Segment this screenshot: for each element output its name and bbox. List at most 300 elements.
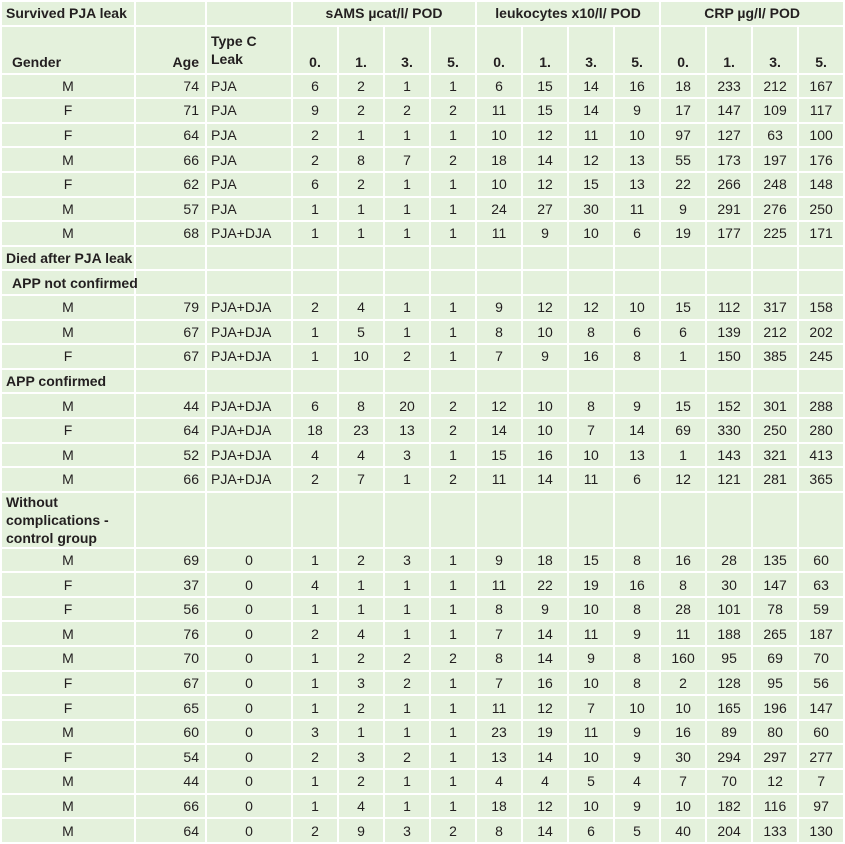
value-cell: 8 <box>477 819 521 842</box>
value-cell: 14 <box>523 468 567 491</box>
age-cell: 76 <box>136 622 205 645</box>
value-cell: 1 <box>293 198 337 221</box>
value-cell: 13 <box>615 173 659 196</box>
table-row <box>2 419 843 442</box>
value-cell: 11 <box>569 622 613 645</box>
gender-cell: F <box>2 598 134 621</box>
value-cell: 3 <box>385 444 429 467</box>
value-cell: 6 <box>293 173 337 196</box>
value-cell: 197 <box>753 148 797 171</box>
leak-cell: 0 <box>207 819 291 842</box>
value-cell: 147 <box>753 573 797 596</box>
gender-cell: M <box>2 549 134 572</box>
leak-cell: PJA+DJA <box>207 296 291 319</box>
value-cell: 2 <box>339 696 383 719</box>
value-cell: 28 <box>661 598 705 621</box>
value-cell: 1 <box>293 321 337 344</box>
value-cell: 1 <box>385 321 429 344</box>
gender-cell: M <box>2 721 134 744</box>
age-cell: 65 <box>136 696 205 719</box>
table-row <box>2 819 843 842</box>
value-cell: 13 <box>385 419 429 442</box>
value-cell: 9 <box>615 99 659 122</box>
value-cell: 1 <box>431 173 475 196</box>
value-cell: 2 <box>339 173 383 196</box>
value-cell: 1 <box>293 770 337 793</box>
value-cell: 2 <box>339 647 383 670</box>
gender-cell: F <box>2 345 134 368</box>
table-row <box>2 598 843 621</box>
value-cell: 1 <box>385 75 429 98</box>
survived-title: Survived PJA leak <box>2 2 134 25</box>
value-cell: 2 <box>339 549 383 572</box>
value-cell: 1 <box>661 345 705 368</box>
value-cell: 6 <box>615 222 659 245</box>
value-cell: 248 <box>753 173 797 196</box>
value-cell: 1 <box>385 173 429 196</box>
value-cell: 148 <box>799 173 843 196</box>
gender-cell: M <box>2 198 134 221</box>
value-cell: 277 <box>799 745 843 768</box>
value-cell: 2 <box>293 296 337 319</box>
value-cell: 1 <box>293 696 337 719</box>
value-cell: 413 <box>799 444 843 467</box>
value-cell: 9 <box>339 819 383 842</box>
value-cell: 2 <box>431 99 475 122</box>
gender-cell: M <box>2 647 134 670</box>
table-row <box>2 296 843 319</box>
age-cell: 62 <box>136 173 205 196</box>
table-row <box>2 647 843 670</box>
age-cell: 64 <box>136 819 205 842</box>
value-cell: 12 <box>569 148 613 171</box>
value-cell: 8 <box>477 647 521 670</box>
table-row <box>2 549 843 572</box>
value-cell: 69 <box>753 647 797 670</box>
value-cell: 133 <box>753 819 797 842</box>
value-cell: 1 <box>385 770 429 793</box>
table-row <box>2 124 843 147</box>
value-cell: 2 <box>293 819 337 842</box>
table-row <box>2 696 843 719</box>
value-cell: 4 <box>523 770 567 793</box>
value-cell: 7 <box>661 770 705 793</box>
age-cell: 71 <box>136 99 205 122</box>
value-cell: 2 <box>339 75 383 98</box>
table-row <box>2 770 843 793</box>
value-cell: 5 <box>339 321 383 344</box>
value-cell: 14 <box>523 622 567 645</box>
value-cell: 2 <box>293 622 337 645</box>
value-cell: 7 <box>569 419 613 442</box>
table-row <box>2 321 843 344</box>
value-cell: 250 <box>753 419 797 442</box>
value-cell: 14 <box>569 99 613 122</box>
value-cell: 11 <box>569 124 613 147</box>
value-cell: 11 <box>569 468 613 491</box>
value-cell: 130 <box>799 819 843 842</box>
age-cell: 54 <box>136 745 205 768</box>
gender-cell: F <box>2 696 134 719</box>
table-row <box>2 795 843 818</box>
value-cell: 147 <box>707 99 751 122</box>
value-cell: 202 <box>799 321 843 344</box>
value-cell: 6 <box>477 75 521 98</box>
value-cell: 6 <box>293 75 337 98</box>
leak-cell: 0 <box>207 770 291 793</box>
value-cell: 12 <box>569 296 613 319</box>
value-cell: 2 <box>385 345 429 368</box>
age-cell: 66 <box>136 148 205 171</box>
type-c-leak-header: Type C Leak <box>207 27 291 73</box>
value-cell: 250 <box>799 198 843 221</box>
value-cell: 60 <box>799 549 843 572</box>
value-cell: 9 <box>615 622 659 645</box>
value-cell: 233 <box>707 75 751 98</box>
value-cell: 11 <box>569 721 613 744</box>
value-cell: 16 <box>615 75 659 98</box>
value-cell: 1 <box>431 598 475 621</box>
value-cell: 2 <box>385 99 429 122</box>
value-cell: 63 <box>799 573 843 596</box>
value-cell: 14 <box>569 75 613 98</box>
value-cell: 276 <box>753 198 797 221</box>
value-cell: 1 <box>385 573 429 596</box>
value-cell: 15 <box>477 444 521 467</box>
value-cell: 1 <box>431 672 475 695</box>
value-cell: 16 <box>569 345 613 368</box>
value-cell: 1 <box>339 598 383 621</box>
value-cell: 27 <box>523 198 567 221</box>
value-cell: 19 <box>569 573 613 596</box>
age-cell: 60 <box>136 721 205 744</box>
value-cell: 171 <box>799 222 843 245</box>
value-cell: 2 <box>385 672 429 695</box>
value-cell: 70 <box>799 647 843 670</box>
leak-cell: 0 <box>207 573 291 596</box>
value-cell: 2 <box>431 468 475 491</box>
value-cell: 13 <box>477 745 521 768</box>
value-cell: 80 <box>753 721 797 744</box>
value-cell: 1 <box>385 721 429 744</box>
value-cell: 1 <box>293 598 337 621</box>
value-cell: 6 <box>293 394 337 417</box>
value-cell: 100 <box>799 124 843 147</box>
age-cell: 74 <box>136 75 205 98</box>
value-cell: 9 <box>477 549 521 572</box>
value-cell: 2 <box>385 647 429 670</box>
value-cell: 10 <box>615 296 659 319</box>
value-cell: 89 <box>707 721 751 744</box>
gender-cell: F <box>2 745 134 768</box>
value-cell: 20 <box>385 394 429 417</box>
value-cell: 12 <box>523 173 567 196</box>
value-cell: 78 <box>753 598 797 621</box>
value-cell: 158 <box>799 296 843 319</box>
value-cell: 14 <box>477 419 521 442</box>
gender-cell: M <box>2 296 134 319</box>
value-cell: 139 <box>707 321 751 344</box>
section-title: APP not confirmed <box>2 271 134 294</box>
value-cell: 2 <box>431 819 475 842</box>
pod-header: 1. <box>707 27 751 73</box>
value-cell: 10 <box>339 345 383 368</box>
leak-cell: PJA+DJA <box>207 345 291 368</box>
value-cell: 8 <box>615 549 659 572</box>
value-cell: 12 <box>523 296 567 319</box>
value-cell: 2 <box>431 148 475 171</box>
value-cell: 97 <box>661 124 705 147</box>
value-cell: 10 <box>615 124 659 147</box>
value-cell: 1 <box>431 696 475 719</box>
value-cell: 10 <box>523 321 567 344</box>
value-cell: 9 <box>615 795 659 818</box>
value-cell: 127 <box>707 124 751 147</box>
value-cell: 8 <box>615 345 659 368</box>
value-cell: 294 <box>707 745 751 768</box>
value-cell: 1 <box>385 598 429 621</box>
value-cell: 8 <box>615 672 659 695</box>
value-cell: 15 <box>523 99 567 122</box>
value-cell: 12 <box>523 124 567 147</box>
value-cell: 16 <box>523 444 567 467</box>
gender-cell: M <box>2 795 134 818</box>
pod-header: 5. <box>615 27 659 73</box>
value-cell: 2 <box>339 770 383 793</box>
leukocytes-group-header: leukocytes x10/l/ POD <box>477 2 659 25</box>
value-cell: 14 <box>615 419 659 442</box>
value-cell: 11 <box>615 198 659 221</box>
age-cell: 68 <box>136 222 205 245</box>
value-cell: 30 <box>661 745 705 768</box>
table-row <box>2 444 843 467</box>
value-cell: 7 <box>569 696 613 719</box>
value-cell: 9 <box>661 198 705 221</box>
value-cell: 4 <box>293 573 337 596</box>
value-cell: 297 <box>753 745 797 768</box>
leak-cell: 0 <box>207 745 291 768</box>
value-cell: 8 <box>615 598 659 621</box>
value-cell: 1 <box>385 296 429 319</box>
value-cell: 23 <box>339 419 383 442</box>
value-cell: 7 <box>339 468 383 491</box>
pod-header: 5. <box>431 27 475 73</box>
section-title: Died after PJA leak <box>2 247 134 270</box>
gender-cell: M <box>2 148 134 171</box>
value-cell: 16 <box>661 721 705 744</box>
value-cell: 1 <box>661 444 705 467</box>
leak-cell: 0 <box>207 672 291 695</box>
value-cell: 16 <box>523 672 567 695</box>
value-cell: 1 <box>385 222 429 245</box>
value-cell: 6 <box>615 468 659 491</box>
value-cell: 8 <box>569 321 613 344</box>
value-cell: 14 <box>523 647 567 670</box>
value-cell: 30 <box>569 198 613 221</box>
gender-cell: F <box>2 173 134 196</box>
gender-cell: M <box>2 468 134 491</box>
value-cell: 22 <box>523 573 567 596</box>
value-cell: 7 <box>385 148 429 171</box>
value-cell: 1 <box>385 696 429 719</box>
value-cell: 4 <box>339 444 383 467</box>
value-cell: 301 <box>753 394 797 417</box>
age-cell: 66 <box>136 795 205 818</box>
table-row <box>2 745 843 768</box>
value-cell: 7 <box>799 770 843 793</box>
leak-cell: PJA+DJA <box>207 444 291 467</box>
value-cell: 2 <box>293 745 337 768</box>
age-cell: 70 <box>136 647 205 670</box>
age-cell: 56 <box>136 598 205 621</box>
value-cell: 59 <box>799 598 843 621</box>
value-cell: 3 <box>339 745 383 768</box>
section-title: Without complications - control group <box>2 493 134 547</box>
age-cell: 69 <box>136 549 205 572</box>
value-cell: 15 <box>661 296 705 319</box>
age-cell: 37 <box>136 573 205 596</box>
value-cell: 40 <box>661 819 705 842</box>
value-cell: 23 <box>477 721 521 744</box>
value-cell: 9 <box>615 394 659 417</box>
value-cell: 1 <box>339 721 383 744</box>
value-cell: 182 <box>707 795 751 818</box>
value-cell: 1 <box>431 795 475 818</box>
value-cell: 143 <box>707 444 751 467</box>
value-cell: 4 <box>339 296 383 319</box>
leak-cell: 0 <box>207 795 291 818</box>
gender-cell: F <box>2 124 134 147</box>
value-cell: 281 <box>753 468 797 491</box>
value-cell: 6 <box>615 321 659 344</box>
table-row <box>2 622 843 645</box>
gender-header: Gender <box>2 27 134 73</box>
leak-cell: 0 <box>207 647 291 670</box>
table-row <box>2 75 843 98</box>
value-cell: 11 <box>477 696 521 719</box>
value-cell: 147 <box>799 696 843 719</box>
value-cell: 7 <box>477 622 521 645</box>
value-cell: 10 <box>661 795 705 818</box>
leak-cell: PJA+DJA <box>207 222 291 245</box>
value-cell: 13 <box>615 148 659 171</box>
value-cell: 24 <box>477 198 521 221</box>
value-cell: 56 <box>799 672 843 695</box>
value-cell: 2 <box>431 394 475 417</box>
leak-cell: PJA <box>207 99 291 122</box>
value-cell: 1 <box>385 468 429 491</box>
leak-cell: PJA <box>207 198 291 221</box>
value-cell: 12 <box>661 468 705 491</box>
leak-cell: PJA <box>207 124 291 147</box>
leak-cell: PJA+DJA <box>207 468 291 491</box>
value-cell: 1 <box>339 222 383 245</box>
gender-cell: M <box>2 321 134 344</box>
value-cell: 188 <box>707 622 751 645</box>
value-cell: 9 <box>523 345 567 368</box>
value-cell: 212 <box>753 75 797 98</box>
value-cell: 1 <box>339 198 383 221</box>
value-cell: 1 <box>431 770 475 793</box>
leak-cell: PJA+DJA <box>207 321 291 344</box>
leak-cell: 0 <box>207 598 291 621</box>
value-cell: 135 <box>753 549 797 572</box>
value-cell: 1 <box>293 222 337 245</box>
gender-cell: M <box>2 222 134 245</box>
value-cell: 95 <box>707 647 751 670</box>
gender-cell: F <box>2 99 134 122</box>
value-cell: 225 <box>753 222 797 245</box>
value-cell: 15 <box>569 173 613 196</box>
value-cell: 10 <box>615 696 659 719</box>
pod-header: 3. <box>753 27 797 73</box>
value-cell: 4 <box>339 795 383 818</box>
age-cell: 67 <box>136 345 205 368</box>
value-cell: 1 <box>431 345 475 368</box>
value-cell: 9 <box>569 647 613 670</box>
table-row <box>2 672 843 695</box>
value-cell: 1 <box>339 573 383 596</box>
value-cell: 18 <box>477 795 521 818</box>
gender-cell: M <box>2 75 134 98</box>
gender-cell: M <box>2 394 134 417</box>
value-cell: 212 <box>753 321 797 344</box>
value-cell: 152 <box>707 394 751 417</box>
value-cell: 10 <box>661 696 705 719</box>
value-cell: 317 <box>753 296 797 319</box>
value-cell: 365 <box>799 468 843 491</box>
value-cell: 97 <box>799 795 843 818</box>
value-cell: 167 <box>799 75 843 98</box>
table-row <box>2 148 843 171</box>
table-row <box>2 394 843 417</box>
value-cell: 1 <box>431 721 475 744</box>
leak-cell: PJA <box>207 173 291 196</box>
value-cell: 165 <box>707 696 751 719</box>
age-cell: 67 <box>136 321 205 344</box>
gender-cell: F <box>2 419 134 442</box>
value-cell: 14 <box>523 745 567 768</box>
value-cell: 30 <box>707 573 751 596</box>
value-cell: 16 <box>661 549 705 572</box>
value-cell: 55 <box>661 148 705 171</box>
value-cell: 3 <box>293 721 337 744</box>
crp-group-header: CRP µg/l/ POD <box>661 2 843 25</box>
table-row <box>2 222 843 245</box>
pod-header: 0. <box>293 27 337 73</box>
section-title: APP confirmed <box>2 370 134 393</box>
value-cell: 1 <box>431 321 475 344</box>
value-cell: 2 <box>293 124 337 147</box>
value-cell: 28 <box>707 549 751 572</box>
value-cell: 9 <box>523 222 567 245</box>
value-cell: 1 <box>385 198 429 221</box>
value-cell: 173 <box>707 148 751 171</box>
value-cell: 2 <box>293 148 337 171</box>
leak-cell: 0 <box>207 696 291 719</box>
age-cell: 79 <box>136 296 205 319</box>
age-cell: 44 <box>136 770 205 793</box>
value-cell: 117 <box>799 99 843 122</box>
value-cell: 245 <box>799 345 843 368</box>
section-row <box>2 271 843 294</box>
value-cell: 4 <box>477 770 521 793</box>
value-cell: 187 <box>799 622 843 645</box>
value-cell: 150 <box>707 345 751 368</box>
value-cell: 1 <box>293 672 337 695</box>
leak-cell: PJA <box>207 148 291 171</box>
table-row <box>2 468 843 491</box>
